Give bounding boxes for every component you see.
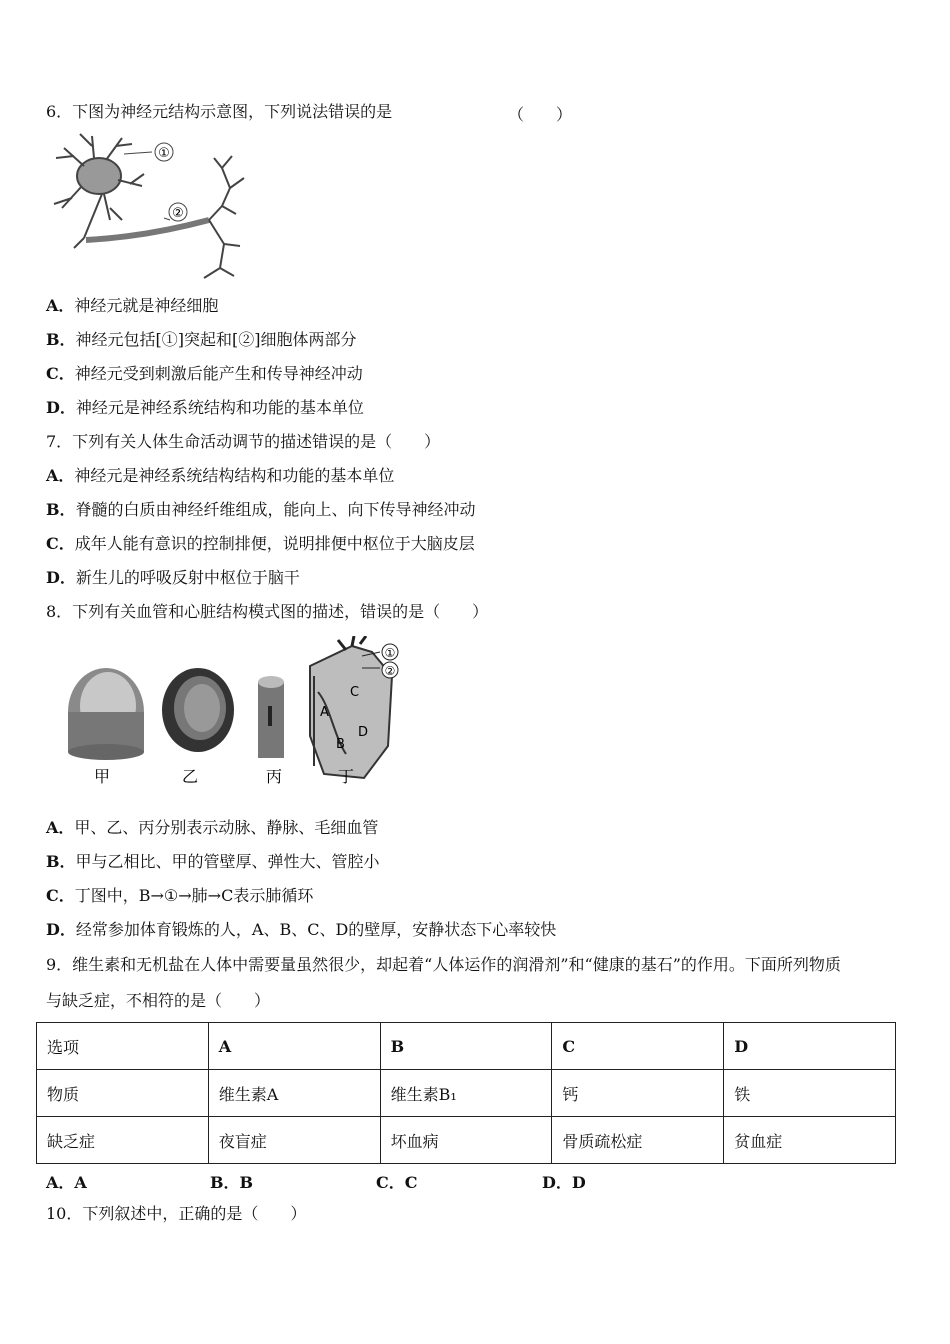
q9-answer-d: D．D (542, 1173, 586, 1192)
q8-option-b: B．甲与乙相比、甲的管壁厚、弹性大、管腔小 (46, 852, 380, 871)
q6-option-c: C．神经元受到刺激后能产生和传导神经冲动 (46, 364, 363, 383)
neuron-label-1: ① (158, 146, 170, 161)
q9-stem-line1: 9．维生素和无机盐在人体中需要量虽然很少，却起着“人体运作的润滑剂”和“健康的基石”的作用。下面所列物质 (46, 955, 841, 974)
table-cell: 坏血病 (380, 1117, 552, 1164)
heart-diagram (310, 636, 398, 778)
q9-answer-b: B．B (210, 1173, 254, 1192)
q6-answer-paren: （ ） (508, 105, 573, 124)
q8-option-a: A．甲、乙、丙分别表示动脉、静脉、毛细血管 (46, 818, 379, 837)
caption-bing: 丙 (265, 767, 283, 786)
q7-stem: 7．下列有关人体生命活动调节的描述错误的是（ ） (46, 432, 441, 451)
table-cell: 选项 (37, 1023, 209, 1070)
q8-option-c: C．丁图中，B→①→肺→C表示肺循环 (46, 886, 314, 905)
caption-yi: 乙 (181, 767, 199, 786)
table-row (37, 1070, 896, 1117)
q7-option-d: D．新生儿的呼吸反射中枢位于脑干 (46, 568, 300, 587)
heart-label-d: D (358, 725, 369, 740)
heart-label-b: B (336, 737, 345, 752)
table-cell: 物质 (37, 1070, 209, 1117)
table-row (37, 1117, 896, 1164)
table-cell: D (724, 1023, 896, 1070)
table-cell: B (380, 1023, 552, 1070)
q6-stem: 6．下图为神经元结构示意图，下列说法错误的是 (46, 102, 393, 121)
neuron-figure (44, 128, 254, 283)
q8-stem: 8．下列有关血管和心脏结构模式图的描述，错误的是（ ） (46, 602, 489, 621)
vessel-heart-figure (62, 636, 412, 788)
q8-option-d: D．经常参加体育锻炼的人，A、B、C、D的壁厚，安静状态下心率较快 (46, 920, 557, 939)
caption-jia: 甲 (93, 767, 111, 786)
table-cell: C (552, 1023, 724, 1070)
table-cell: 钙 (552, 1070, 724, 1117)
table-cell: 缺乏症 (37, 1117, 209, 1164)
artery-diagram (68, 668, 144, 760)
q9-answer-a: A．A (46, 1173, 87, 1192)
heart-label-c: C (350, 685, 360, 700)
caption-ding: 丁 (337, 767, 355, 786)
table-cell: 维生素A (208, 1070, 380, 1117)
heart-label-2: ② (384, 664, 396, 678)
table-cell: 铁 (724, 1070, 896, 1117)
table-cell: 骨质疏松症 (552, 1117, 724, 1164)
q7-option-a: A．神经元是神经系统结构结构和功能的基本单位 (46, 466, 395, 485)
q9-answer-c: C．C (376, 1173, 418, 1192)
capillary-diagram (258, 676, 284, 758)
table-cell: 维生素B₁ (380, 1070, 552, 1117)
q10-stem: 10．下列叙述中，正确的是（ ） (46, 1204, 307, 1223)
vein-diagram (162, 668, 234, 752)
table-cell: A (208, 1023, 380, 1070)
heart-label-a: A (320, 705, 329, 720)
neuron-label-2: ② (172, 206, 184, 221)
heart-label-1: ① (384, 646, 396, 660)
q7-option-c: C．成年人能有意识的控制排便，说明排便中枢位于大脑皮层 (46, 534, 475, 553)
q6-option-d: D．神经元是神经系统结构和功能的基本单位 (46, 398, 364, 417)
table-row (37, 1023, 896, 1070)
q6-option-b: B．神经元包括[①]突起和[②]细胞体两部分 (46, 330, 357, 349)
table-cell: 夜盲症 (208, 1117, 380, 1164)
q9-stem-line2: 与缺乏症，不相符的是（ ） (46, 991, 271, 1010)
q9-table (36, 1022, 896, 1164)
q6-option-a: A．神经元就是神经细胞 (46, 296, 219, 315)
table-cell: 贫血症 (724, 1117, 896, 1164)
q7-option-b: B．脊髓的白质由神经纤维组成，能向上、向下传导神经冲动 (46, 500, 476, 519)
